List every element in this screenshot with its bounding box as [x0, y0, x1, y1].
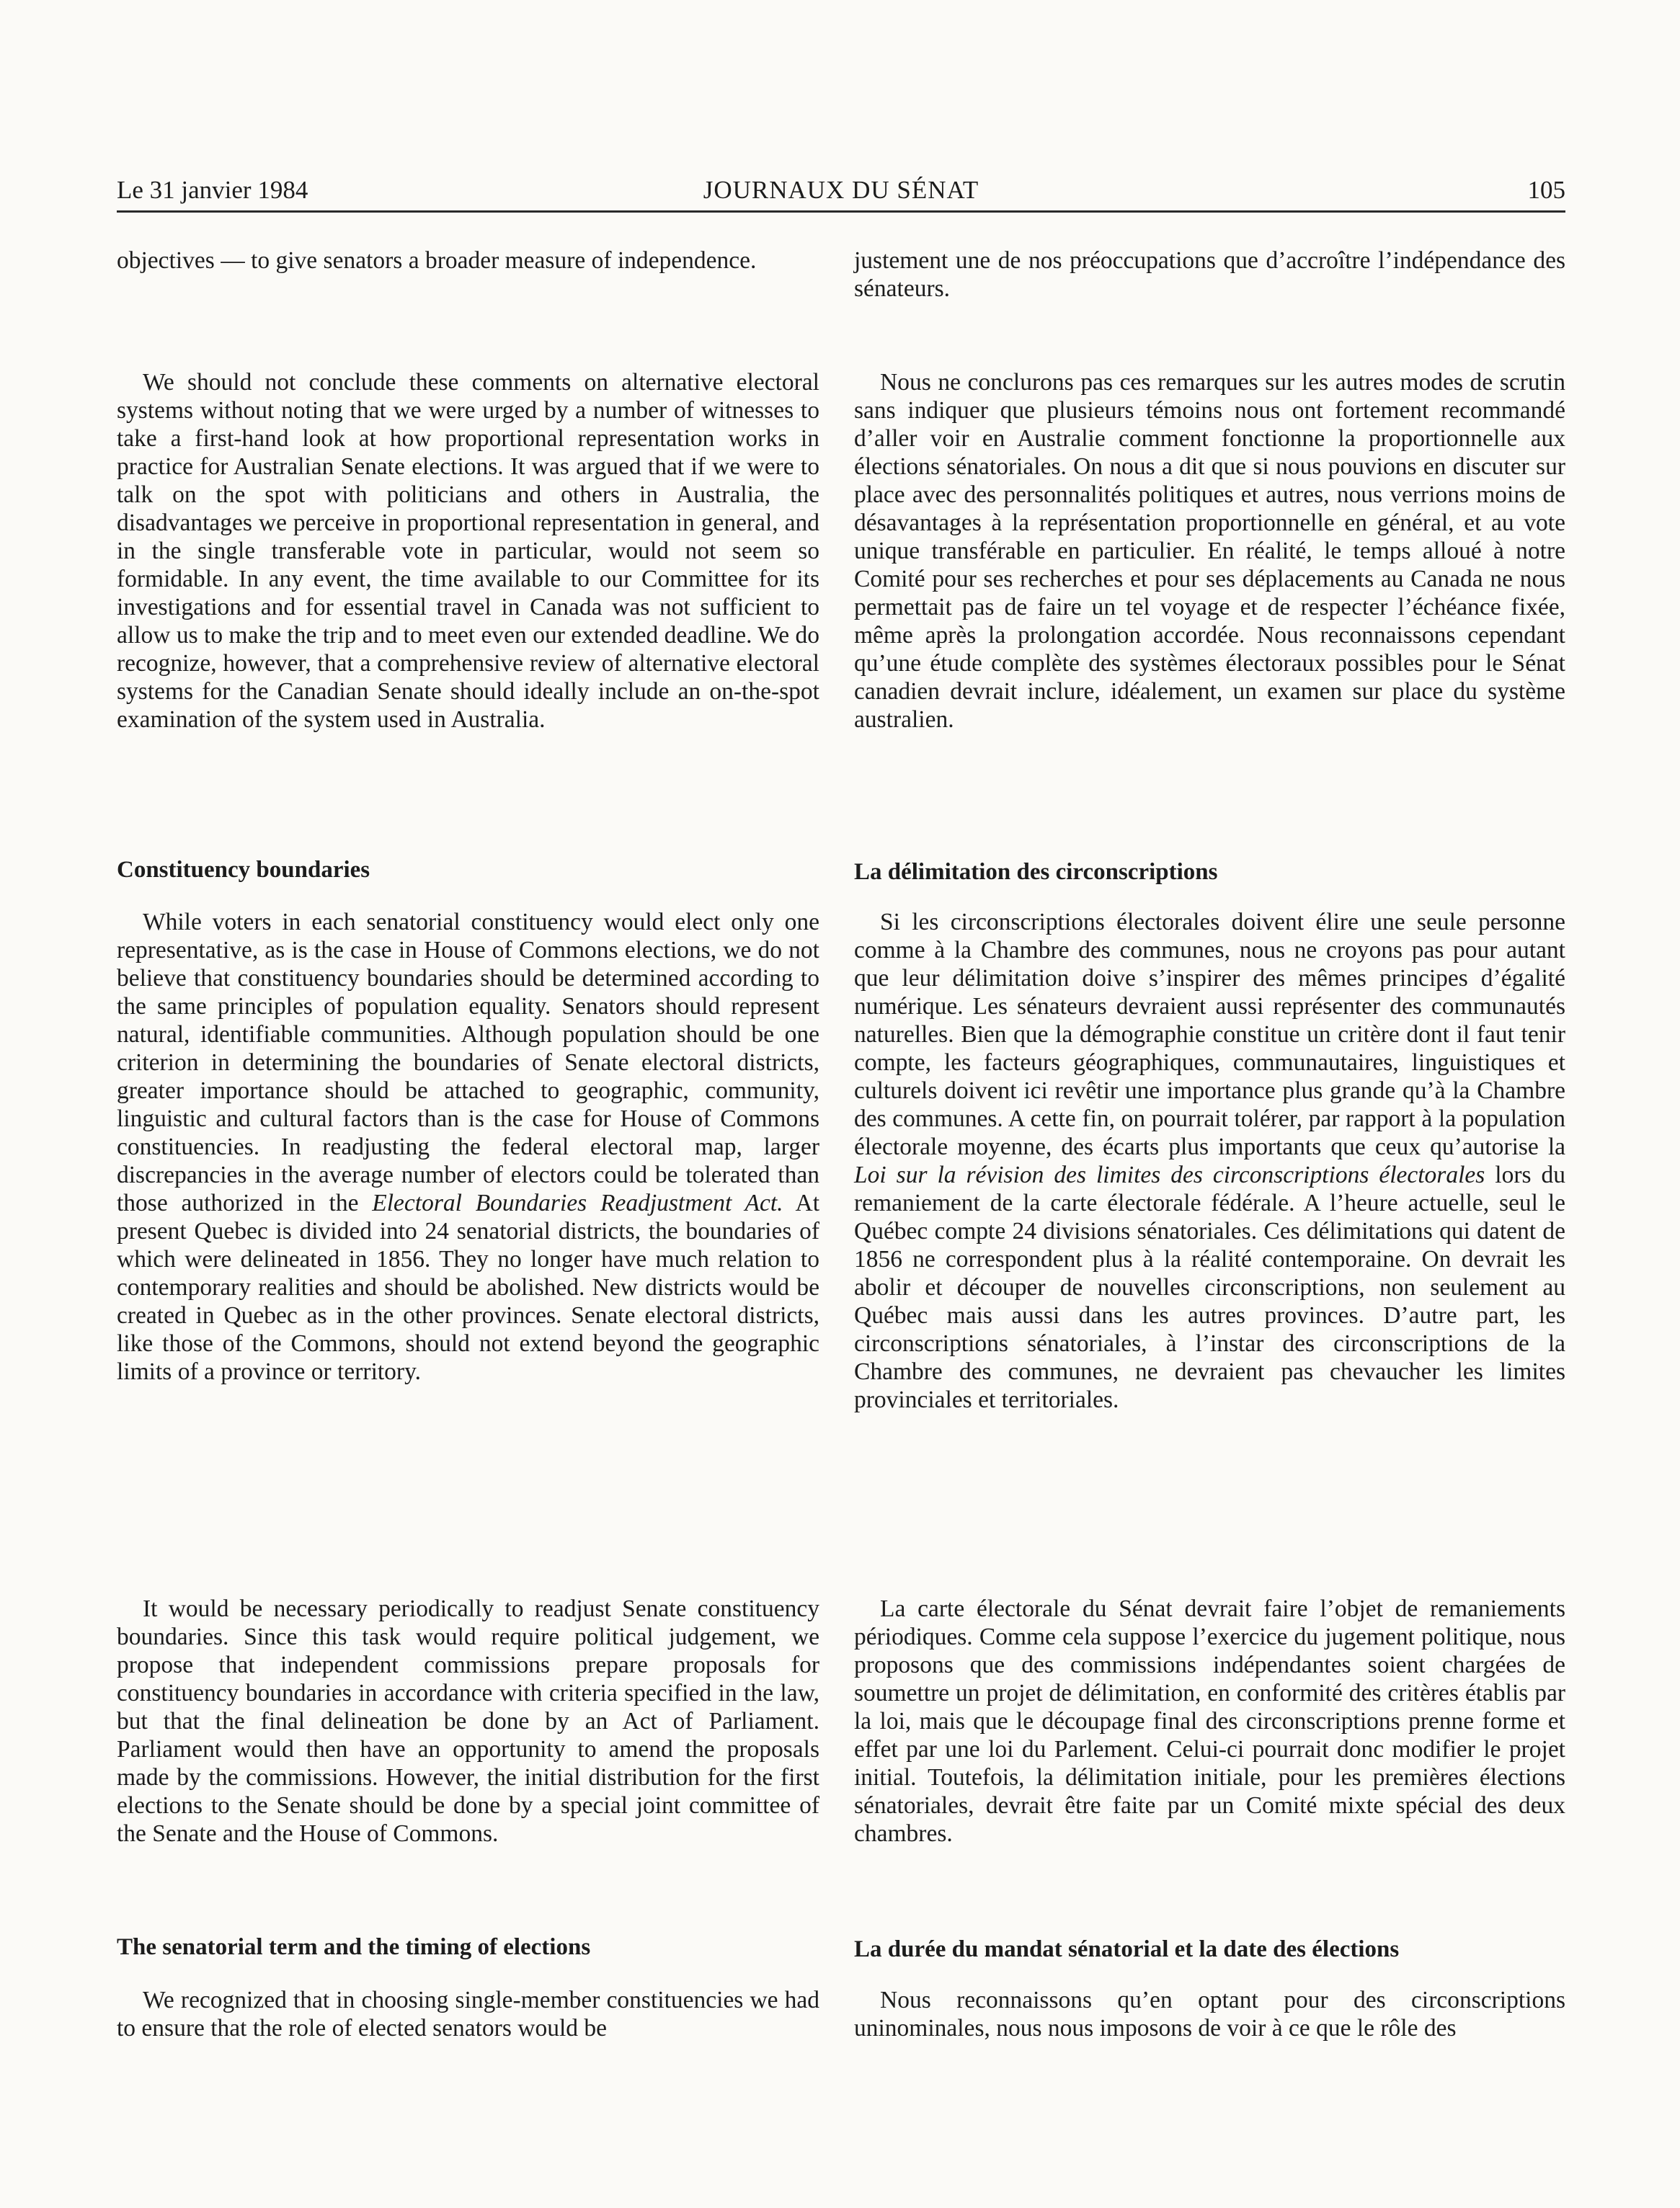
french-heading-mandat: La durée du mandat sénatorial et la date des élections: [854, 1936, 1400, 1962]
english-paragraph-3: [117, 908, 819, 1386]
french-paragraph-4: La carte électorale du Sénat devrait faire l’objet de remaniements périodiques. Comme cela suppose l’exercice du jugement politique, nous proposons que des commissions indépendantes soient chargées de soumettre un projet de délimitation, en conformité des critères établis par la loi, mais que le découpage final des circonscriptions prenne forme et effet par une loi du Parlement. Celui-ci pourrait donc modifier le projet initial. Toutefois, la délimitation initiale, pour les premières élections sénatoriales, devrait être faite par un Comité mixte spécial des deux chambres.: [854, 1595, 1565, 1847]
french-p3-text-1: Si les circonscriptions électorales doivent élire une seule personne comme à la Chambre des communes, nous ne croyons pas pour autant que leur délimitation doive s’inspirer des mêmes principes d’égalité numérique. Les sénateurs devraient aussi représenter des communautés naturelles. Bien que la démographie constitue un critère dont il faut tenir compte, les facteurs géographiques, communautaires, linguistiques et culturels doivent ici revêtir une importance plus grande qu’à la Chambre des communes. A cette fin, on pourrait tolérer, par rapport à la population électorale moyenne, des écarts plus importants que ceux qu’autorise la: [854, 909, 1565, 1160]
french-paragraph-3: [854, 908, 1565, 1414]
french-paragraph-2: Nous ne conclurons pas ces remarques sur les autres modes de scrutin sans indiquer que plusieurs témoins nous ont fortement recommandé d’aller voir en Australie comment fonctionne la proportionnelle aux élections sénatoriales. On nous a dit que si nous pouvions en discuter sur place avec des personnalités politiques et autres, nous verrions moins de désavantages à la représentation proportionnelle en général, et au vote unique transférable en particulier. En réalité, le temps alloué à notre Comité pour ses recherches et pour ses déplacements au Canada ne nous permettait pas de faire un tel voyage et de respecter l’échéance fixée, même après la prolongation accordée. Nous reconnaissons cependant qu’une étude complète des systèmes électoraux possibles pour le Sénat canadien devrait inclure, idéalement, un examen sur place du système australien.: [854, 369, 1565, 733]
english-heading-term: The senatorial term and the timing of elections: [117, 1934, 591, 1960]
page-header: [117, 173, 1565, 213]
english-act-title: Electoral Boundaries Readjustment Act.: [372, 1190, 783, 1216]
english-paragraph-4: It would be necessary periodically to readjust Senate constituency boundaries. Since this task would require political judgement, we propose that independent commissions prepare proposals for constituency boundaries in accordance with criteria specified in the law, but that the final delineation be done by an Act of Parliament. Parliament would then have an opportunity to amend the proposals made by the commissions. However, the initial distribution for the first elections to the Senate should be done by a special joint committee of the Senate and the House of Commons.: [117, 1595, 819, 1847]
header-title: JOURNAUX DU SÉNAT: [703, 176, 979, 204]
english-heading-constituency: Constituency boundaries: [117, 857, 370, 883]
english-p3-text-2: At present Quebec is divided into 24 senatorial districts, the boundaries of which were delineated in 1856. They no longer have much relation to contemporary realities and should be abolished. New districts would be created in Quebec as in the other provinces. Senate electoral districts, like those of the Commons, should not extend beyond the geographic limits of a province or territory.: [117, 1190, 819, 1385]
french-paragraph-1: justement une de nos préoccupations que d’accroître l’indépendance des sénateurs.: [854, 247, 1565, 302]
page-number: 105: [1527, 176, 1565, 204]
english-paragraph-2: We should not conclude these comments on alternative electoral systems without noting that we were urged by a number of witnesses to take a first-hand look at how proportional representation works in practice for Australian Senate elections. It was argued that if we were to talk on the spot with politicians and others in Australia, the disadvantages we perceive in proportional representation in general, and in the single transferable vote in particular, would not seem so formidable. In any event, the time available to our Committee for its investigations and for essential travel in Canada was not sufficient to allow us to make the trip and to meet even our extended deadline. We do recognize, however, that a comprehensive review of alternative electoral systems for the Canadian Senate should ideally include an on-the-spot examination of the system used in Australia.: [117, 369, 819, 733]
english-p3-text-1: While voters in each senatorial constituency would elect only one representative, as is the case in House of Commons elections, we do not believe that constituency boundaries should be determined according to the same principles of population equality. Senators should represent natural, identifiable communities. Although population should be one criterion in determining the boundaries of Senate electoral districts, greater importance should be attached to geographic, community, linguistic and cultural factors than is the case for House of Commons constituencies. In readjusting the federal electoral map, larger discrepancies in the average number of electors could be tolerated than those authorized in the: [117, 909, 819, 1216]
french-loi-title: Loi sur la révision des limites des circonscriptions électorales: [854, 1162, 1485, 1188]
french-paragraph-5: Nous reconnaissons qu’en optant pour des circonscriptions uninominales, nous nous imposons de voir à ce que le rôle des: [854, 1987, 1565, 2042]
header-date: Le 31 janvier 1984: [117, 176, 308, 204]
english-paragraph-5: We recognized that in choosing single-member constituencies we had to ensure that the role of elected senators would be: [117, 1987, 819, 2042]
french-heading-delimitation: La délimitation des circonscriptions: [854, 859, 1218, 885]
english-paragraph-1: objectives — to give senators a broader measure of independence.: [117, 247, 757, 274]
french-p3-text-2: lors du remaniement de la carte électorale fédérale. A l’heure actuelle, seul le Québec compte 24 divisions sénatoriales. Ces délimitations qui datent de 1856 ne correspondent plus à la réalité contemporaine. On devrait les abolir et découper de nouvelles circonscriptions, non seulement au Québec mais aussi dans les autres provinces. D’autre part, les circonscriptions sénatoriales, à l’instar des circonscriptions de la Chambre des communes, ne devraient pas chevaucher les limites provinciales et territoriales.: [854, 1162, 1565, 1413]
